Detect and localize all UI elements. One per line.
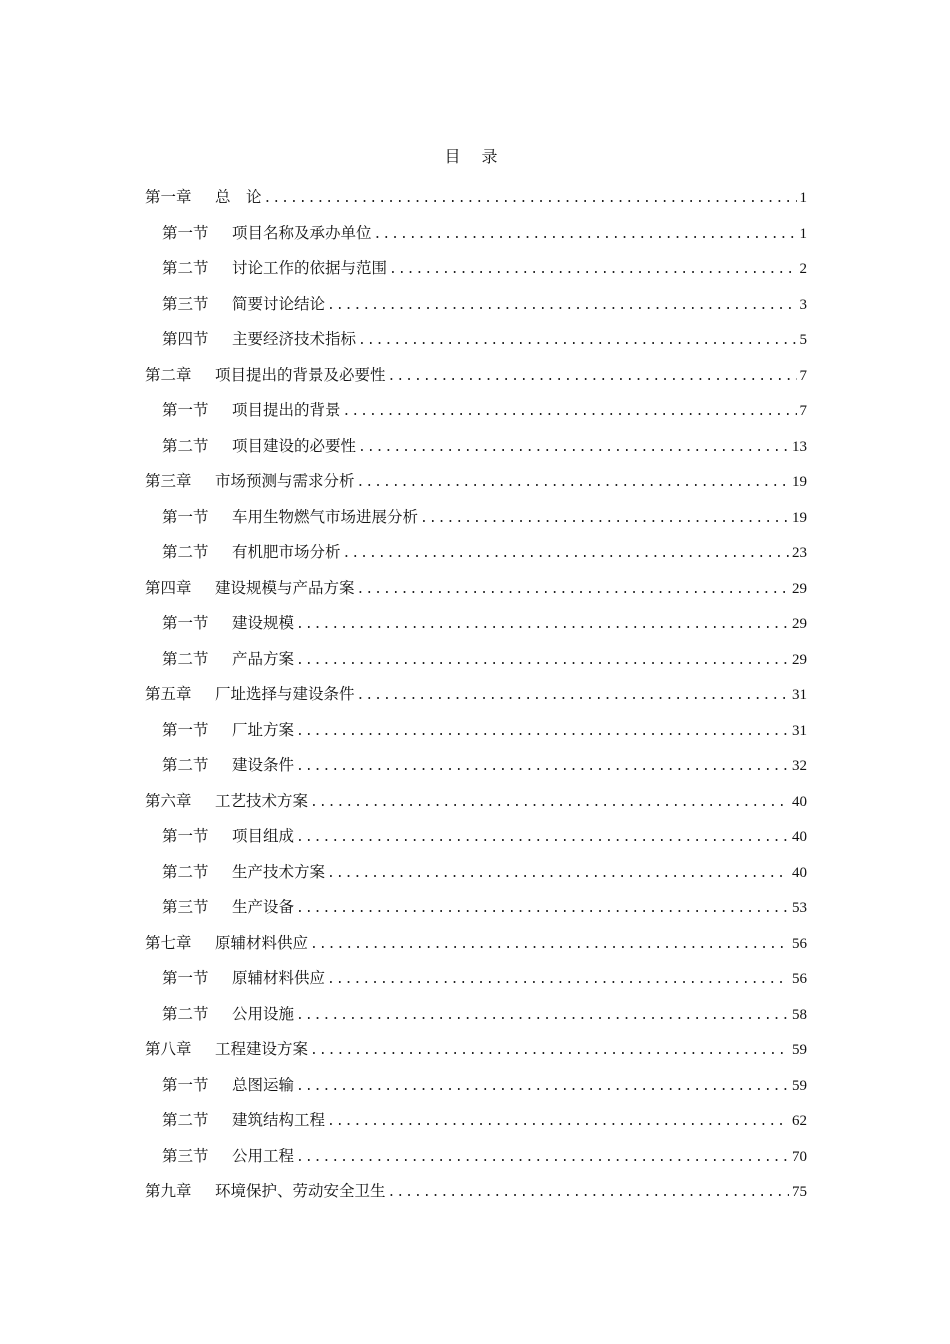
entry-number: 第二节	[162, 1111, 209, 1129]
entry-page-number: 19	[792, 474, 807, 490]
dot-leader	[296, 749, 789, 785]
entry-page-number: 23	[792, 545, 807, 561]
entry-number: 第六章	[145, 791, 192, 810]
dot-leader	[327, 856, 789, 892]
dot-leader	[296, 643, 789, 679]
entry-number: 第九章	[145, 1182, 192, 1200]
entry-page-number: 40	[792, 829, 807, 845]
toc-entry[interactable]	[145, 606, 807, 642]
dot-leader	[358, 430, 789, 466]
entry-label: 生产技术方案	[232, 862, 326, 881]
entry-label: 项目提出的背景及必要性	[215, 365, 386, 384]
entry-label: 原辅材料供应	[215, 933, 309, 952]
entry-page-number: 2	[799, 261, 807, 277]
dot-leader	[264, 181, 797, 217]
dot-leader	[296, 714, 789, 750]
entry-label: 市场预测与需求分析	[215, 472, 355, 490]
entry-number: 第四章	[145, 578, 192, 597]
entry-page-number: 1	[799, 190, 807, 206]
entry-page-number: 29	[792, 616, 807, 632]
dot-leader	[358, 323, 796, 359]
entry-number: 第三节	[162, 294, 209, 313]
entry-page-number: 62	[792, 1113, 807, 1129]
toc-entry[interactable]	[145, 535, 807, 571]
toc-entry[interactable]	[145, 926, 807, 962]
entry-label: 项目名称及承办单位	[232, 223, 372, 242]
entry-page-number: 59	[792, 1042, 807, 1058]
entry-number: 第一节	[162, 827, 209, 845]
entry-label: 厂址方案	[232, 720, 295, 739]
dot-leader	[310, 1033, 789, 1069]
dot-leader	[310, 785, 789, 821]
entry-number: 第二节	[162, 862, 209, 881]
dot-leader	[388, 1175, 789, 1211]
entry-page-number: 3	[799, 296, 807, 313]
entry-label: 公用设施	[232, 1004, 295, 1023]
entry-label: 车用生物燃气市场进展分析	[232, 507, 419, 526]
toc-entry[interactable]	[145, 819, 807, 855]
entry-page-number: 7	[799, 403, 807, 419]
toc-entry[interactable]	[145, 748, 807, 784]
entry-number: 第二章	[145, 365, 192, 384]
entry-page-number: 13	[792, 438, 807, 455]
entry-label: 工程建设方案	[215, 1040, 309, 1058]
entry-label: 总图运输	[232, 1075, 295, 1094]
toc-entry[interactable]	[145, 997, 807, 1033]
entry-page-number: 75	[792, 1184, 807, 1200]
dot-leader	[343, 536, 789, 572]
entry-number: 第二节	[162, 259, 209, 277]
entry-number: 第一章	[145, 188, 192, 206]
entry-label: 有机肥市场分析	[232, 543, 341, 561]
dot-leader	[357, 465, 789, 501]
entry-label: 建设条件	[232, 756, 295, 774]
dot-leader	[310, 927, 789, 963]
entry-label: 公用工程	[232, 1146, 295, 1165]
dot-leader	[296, 1069, 789, 1105]
toc-entry[interactable]	[145, 784, 807, 820]
toc-entry[interactable]	[145, 1032, 807, 1068]
toc-entry[interactable]	[145, 358, 807, 394]
entry-number: 第一节	[162, 223, 209, 242]
entry-page-number: 70	[792, 1148, 807, 1165]
dot-leader	[343, 394, 797, 430]
entry-number: 第一节	[162, 401, 209, 419]
entry-number: 第一节	[162, 1075, 209, 1094]
entry-label: 工艺技术方案	[215, 791, 309, 810]
toc-entry[interactable]	[145, 216, 807, 252]
entry-label: 生产设备	[232, 898, 295, 916]
entry-number: 第一节	[162, 614, 209, 632]
dot-leader	[327, 962, 789, 998]
toc-entry[interactable]	[145, 677, 807, 713]
toc-entry[interactable]	[145, 1068, 807, 1104]
dot-leader	[296, 891, 789, 927]
dot-leader	[296, 998, 789, 1034]
toc-entry[interactable]	[145, 393, 807, 429]
entry-label: 主要经济技术指标	[232, 330, 357, 348]
dot-leader	[296, 820, 789, 856]
dot-leader	[327, 1104, 789, 1140]
entry-page-number: 19	[792, 509, 807, 526]
toc-entry[interactable]	[145, 713, 807, 749]
entry-page-number: 5	[799, 332, 807, 348]
entry-number: 第二节	[162, 543, 209, 561]
entry-number: 第二节	[162, 1004, 209, 1023]
entry-page-number: 29	[792, 580, 807, 597]
toc-entry[interactable]	[145, 287, 807, 323]
entry-page-number: 29	[792, 651, 807, 668]
entry-page-number: 7	[799, 367, 807, 384]
entry-label: 建设规模	[232, 614, 295, 632]
toc-title: 目 录	[444, 147, 506, 166]
dot-leader	[296, 607, 789, 643]
entry-number: 第二节	[162, 756, 209, 774]
toc-entry[interactable]	[145, 642, 807, 678]
entry-page-number: 58	[792, 1006, 807, 1023]
entry-label: 建设规模与产品方案	[215, 578, 355, 597]
entry-number: 第一节	[162, 507, 209, 526]
entry-label: 厂址选择与建设条件	[215, 685, 355, 703]
dot-leader	[374, 217, 797, 253]
entry-page-number: 40	[792, 864, 807, 881]
entry-page-number: 32	[792, 758, 807, 774]
entry-number: 第五章	[145, 685, 192, 703]
entry-label: 环境保护、劳动安全卫生	[215, 1182, 386, 1200]
entry-number: 第一节	[162, 720, 209, 739]
entry-page-number: 40	[792, 793, 807, 810]
dot-leader	[357, 572, 789, 608]
entry-number: 第二节	[162, 649, 209, 668]
dot-leader	[357, 678, 789, 714]
entry-page-number: 1	[799, 225, 807, 242]
entry-label: 简要讨论结论	[232, 294, 326, 313]
toc-entry[interactable]	[145, 855, 807, 891]
dot-leader	[327, 288, 796, 324]
entry-number: 第三节	[162, 898, 209, 916]
toc-entry[interactable]	[145, 1174, 807, 1210]
entry-label: 总 论	[215, 188, 262, 206]
entry-number: 第三章	[145, 472, 192, 490]
toc-entry[interactable]	[145, 251, 807, 287]
entry-page-number: 53	[792, 900, 807, 916]
entry-label: 建筑结构工程	[232, 1111, 326, 1129]
entry-number: 第八章	[145, 1040, 192, 1058]
toc-entry[interactable]	[145, 180, 807, 216]
entry-page-number: 56	[792, 971, 807, 987]
entry-label: 项目建设的必要性	[232, 436, 357, 455]
toc-entry[interactable]	[145, 571, 807, 607]
entry-page-number: 31	[792, 722, 807, 739]
toc-entry[interactable]	[145, 322, 807, 358]
toc-entry[interactable]	[145, 890, 807, 926]
entry-page-number: 31	[792, 687, 807, 703]
toc-entry[interactable]	[145, 429, 807, 465]
toc-entry[interactable]	[145, 500, 807, 536]
entry-page-number: 59	[792, 1077, 807, 1094]
entry-label: 项目组成	[232, 827, 295, 845]
entry-label: 讨论工作的依据与范围	[232, 259, 388, 277]
entry-number: 第四节	[162, 330, 209, 348]
toc-entry[interactable]	[145, 1103, 807, 1139]
toc-entry[interactable]	[145, 961, 807, 997]
entry-number: 第七章	[145, 933, 192, 952]
dot-leader	[388, 359, 797, 395]
dot-leader	[296, 1140, 789, 1176]
dot-leader	[389, 252, 796, 288]
toc-entry[interactable]	[145, 464, 807, 500]
dot-leader	[420, 501, 789, 537]
table-of-contents	[145, 180, 807, 1210]
entry-page-number: 56	[792, 935, 807, 952]
entry-number: 第二节	[162, 436, 209, 455]
entry-label: 产品方案	[232, 649, 295, 668]
entry-number: 第一节	[162, 969, 209, 987]
entry-number: 第三节	[162, 1146, 209, 1165]
entry-label: 原辅材料供应	[232, 969, 326, 987]
entry-label: 项目提出的背景	[232, 401, 341, 419]
toc-entry[interactable]	[145, 1139, 807, 1175]
